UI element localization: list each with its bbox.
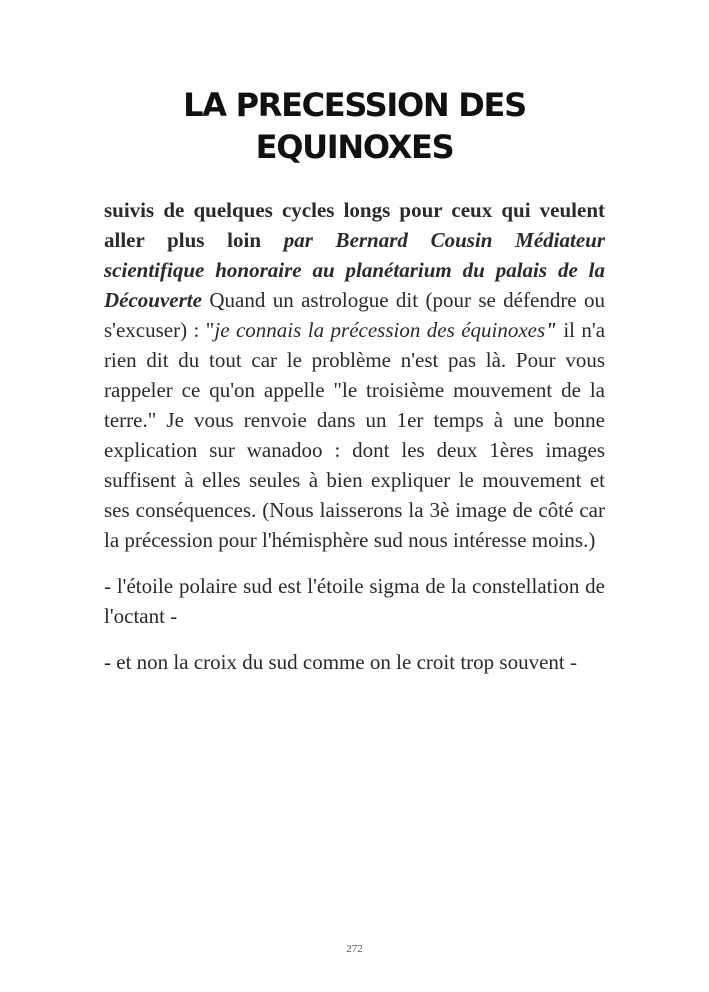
quote-close: ": [545, 318, 557, 342]
page-title: LA PRECESSION DES EQUINOXES: [183, 86, 526, 166]
intro-text: Quand un astrologue dit (pour se défendre ou s'excuser) : ": [104, 288, 606, 342]
quoted-phrase: je connais la précession des équinoxes: [214, 318, 546, 342]
page-number: 272: [346, 943, 363, 955]
southern-cross-paragraph: - et non la croix du sud comme on le croit trop souvent -: [104, 650, 577, 674]
subtitle: suivis de quelques cycles longs pour ceux qui veulent aller plus loin: [104, 198, 605, 252]
article-body: [104, 195, 605, 693]
author-credit: par Bernard Cousin Médiateur scientifique honoraire au planétarium du palais de la Découverte: [104, 228, 605, 312]
south-pole-star-paragraph: - l'étoile polaire sud est l'étoile sigma de la constellation de l'octant -: [104, 574, 605, 628]
intro-paragraph: [104, 195, 605, 555]
explanation-text: il n'a rien dit du tout car le problème n'est pas là. Pour vous rappeler ce qu'on appelle "le troisième mouvement de la terre." Je vous renvoie dans un 1er temps à une bonne explication sur wanadoo : dont les deux 1ères images suffisent à elles seules à bien expliquer le mouvement et ses conséquences. (Nous laisserons la 3è image de côté car la précession pour l'hémisphère sud nous intéresse moins.): [104, 318, 606, 552]
